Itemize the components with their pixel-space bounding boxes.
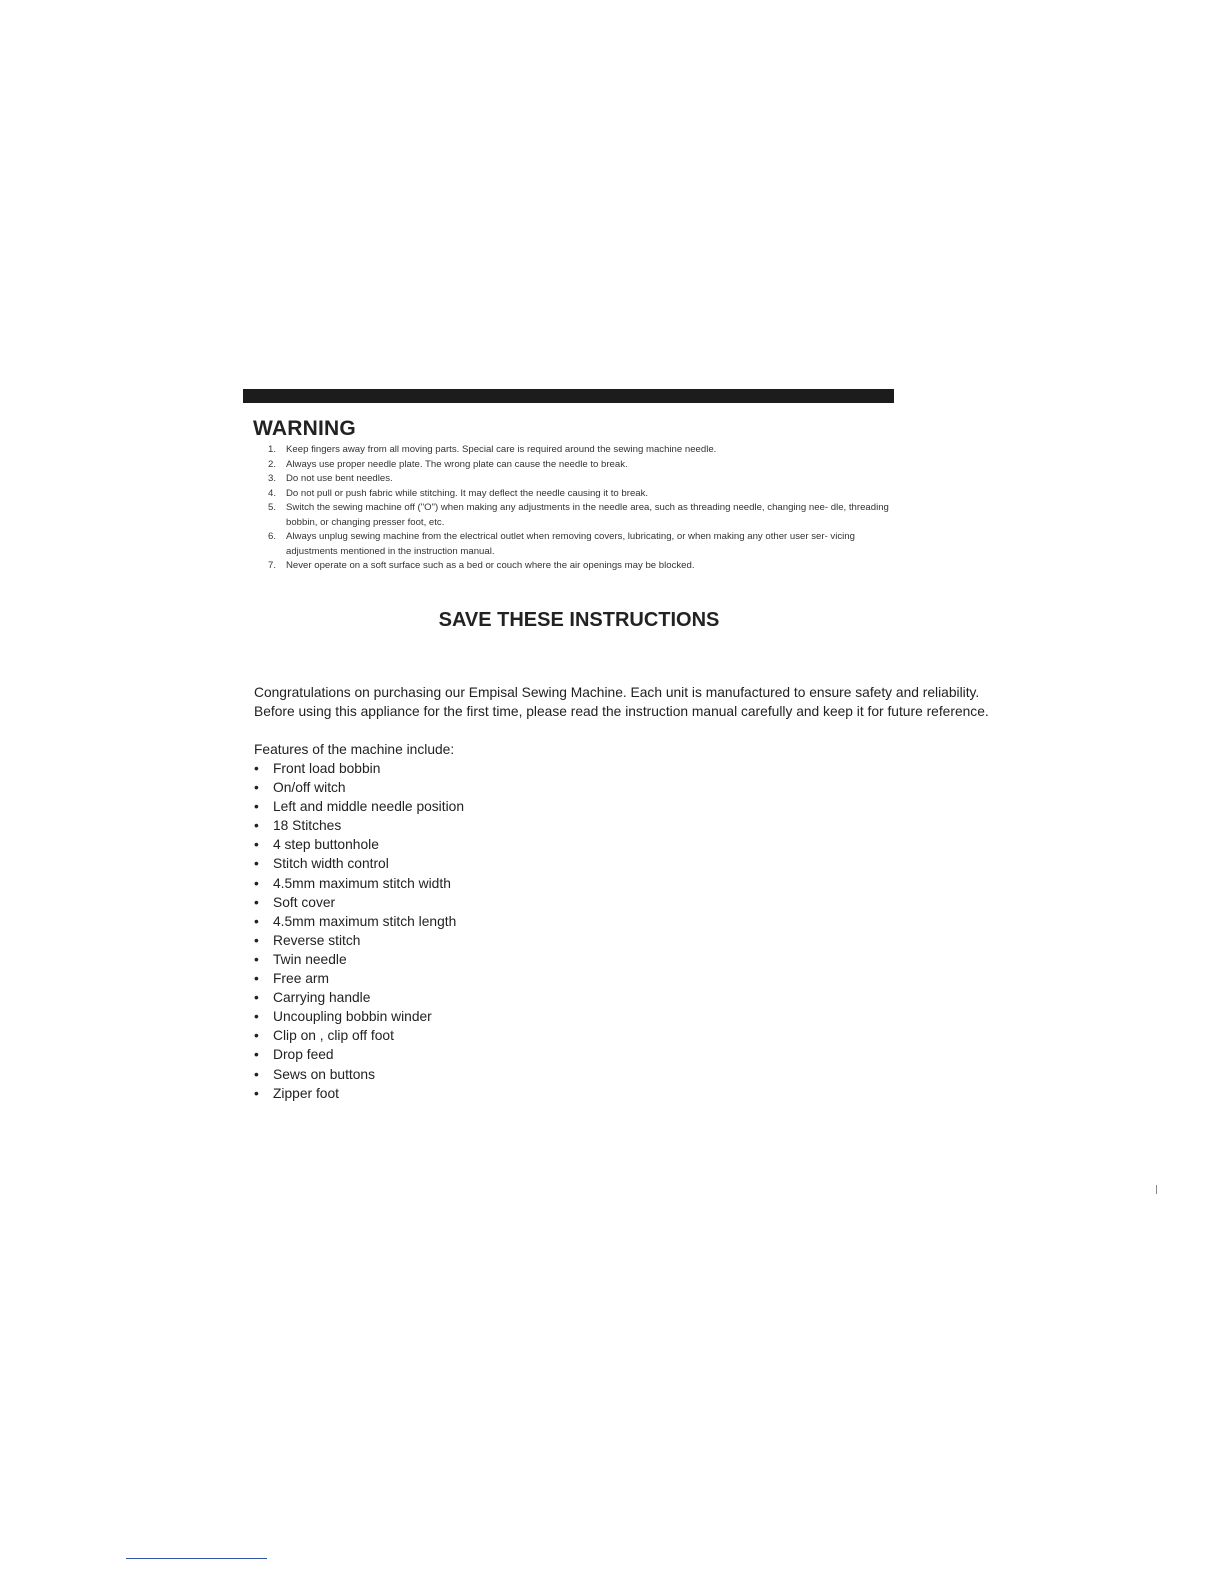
page-edge-mark bbox=[1156, 1185, 1157, 1194]
bullet-icon: • bbox=[254, 971, 259, 987]
warning-item bbox=[268, 458, 908, 473]
feature-item-text: Drop feed bbox=[273, 1047, 334, 1063]
feature-item-text: On/off witch bbox=[273, 780, 346, 796]
footnote-rule bbox=[126, 1558, 267, 1559]
warning-title: WARNING bbox=[253, 417, 356, 440]
feature-item bbox=[254, 912, 464, 931]
feature-item-text: Carrying handle bbox=[273, 990, 371, 1006]
feature-item bbox=[254, 950, 464, 969]
bullet-icon: • bbox=[254, 932, 259, 948]
warning-item-number: 7. bbox=[268, 560, 277, 571]
warning-item bbox=[268, 472, 908, 487]
feature-item-text: Reverse stitch bbox=[273, 932, 361, 948]
warning-item bbox=[268, 530, 908, 559]
feature-item bbox=[254, 893, 464, 912]
feature-item bbox=[254, 1065, 464, 1084]
bullet-icon: • bbox=[254, 1066, 259, 1082]
features-heading: Features of the machine include: bbox=[254, 742, 455, 757]
bullet-icon: • bbox=[254, 856, 259, 872]
feature-item bbox=[254, 1026, 464, 1045]
bullet-icon: • bbox=[254, 837, 259, 853]
features-list bbox=[254, 759, 464, 1103]
warning-item bbox=[268, 501, 908, 530]
feature-item bbox=[254, 931, 464, 950]
warning-item-text: Do not use bent needles. bbox=[286, 473, 393, 484]
warning-item-text: Switch the sewing machine off ("O") when making any adjustments in the needle area, such as threading needle, changing nee- dle, threading bobbin, or changing presser foot, etc. bbox=[286, 502, 889, 528]
feature-item bbox=[254, 778, 464, 797]
feature-item bbox=[254, 874, 464, 893]
bullet-icon: • bbox=[254, 951, 259, 967]
intro-line-2: Before using this appliance for the first time, please read the instruction manual carefully and keep it for future reference. bbox=[254, 704, 989, 719]
feature-item-text: Soft cover bbox=[273, 894, 336, 910]
feature-item bbox=[254, 1045, 464, 1064]
bullet-icon: • bbox=[254, 1009, 259, 1025]
feature-item bbox=[254, 988, 464, 1007]
feature-item-text: Uncoupling bobbin winder bbox=[273, 1009, 432, 1025]
feature-item-text: Sews on buttons bbox=[273, 1066, 376, 1082]
feature-item-text: 4 step buttonhole bbox=[273, 837, 379, 853]
warning-item-number: 6. bbox=[268, 531, 277, 542]
warning-item-number: 5. bbox=[268, 502, 277, 513]
feature-item-text: Clip on , clip off foot bbox=[273, 1028, 394, 1044]
feature-item-text: Front load bobbin bbox=[273, 761, 381, 776]
save-instructions-heading: SAVE THESE INSTRUCTIONS bbox=[438, 609, 720, 631]
feature-item bbox=[254, 816, 464, 835]
warning-item-text: Always use proper needle plate. The wrong plate can cause the needle to break. bbox=[286, 458, 628, 470]
warning-item-number: 2. bbox=[268, 458, 277, 470]
warning-item-text: Do not pull or push fabric while stitching. It may deflect the needle causing it to break. bbox=[286, 487, 649, 499]
feature-item-text: 4.5mm maximum stitch length bbox=[273, 913, 457, 929]
bullet-icon: • bbox=[254, 875, 259, 891]
feature-item-text: Left and middle needle position bbox=[273, 799, 464, 815]
bullet-icon: • bbox=[254, 761, 259, 776]
bullet-icon: • bbox=[254, 1047, 259, 1063]
warning-item-number: 4. bbox=[268, 487, 277, 499]
warning-item-text: Never operate on a soft surface such as a bed or couch where the air openings may be blocked. bbox=[286, 560, 695, 571]
warning-item-text: Always unplug sewing machine from the electrical outlet when removing covers, lubricating, or when making any other user ser- vicing adjustments mentioned in the instruction manual. bbox=[286, 531, 855, 557]
warning-item bbox=[268, 487, 908, 502]
feature-item bbox=[254, 1084, 464, 1103]
warning-item-number: 3. bbox=[268, 473, 277, 484]
header-rule bbox=[243, 389, 894, 403]
feature-item-text: Stitch width control bbox=[273, 856, 389, 872]
bullet-icon: • bbox=[254, 894, 259, 910]
bullet-icon: • bbox=[254, 913, 259, 929]
warning-item bbox=[268, 443, 908, 458]
feature-item bbox=[254, 835, 464, 854]
warning-item bbox=[268, 559, 908, 574]
feature-item bbox=[254, 969, 464, 988]
intro-paragraph bbox=[254, 683, 1074, 721]
feature-item bbox=[254, 797, 464, 816]
feature-item bbox=[254, 759, 464, 778]
bullet-icon: • bbox=[254, 1085, 259, 1101]
bullet-icon: • bbox=[254, 818, 259, 834]
intro-line-1: Congratulations on purchasing our Empisal Sewing Machine. Each unit is manufactured to ensure safety and reliability. bbox=[254, 685, 980, 700]
feature-item bbox=[254, 1007, 464, 1026]
feature-item bbox=[254, 854, 464, 873]
feature-item-text: 4.5mm maximum stitch width bbox=[273, 875, 451, 891]
warning-item-number: 1. bbox=[268, 444, 277, 455]
bullet-icon: • bbox=[254, 1028, 259, 1044]
warning-list bbox=[268, 443, 908, 574]
feature-item-text: 18 Stitches bbox=[273, 818, 342, 834]
warning-item-text: Keep fingers away from all moving parts. Special care is required around the sewing machine needle. bbox=[286, 444, 717, 455]
feature-item-text: Zipper foot bbox=[273, 1085, 339, 1101]
bullet-icon: • bbox=[254, 990, 259, 1006]
bullet-icon: • bbox=[254, 780, 259, 796]
feature-item-text: Twin needle bbox=[273, 951, 347, 967]
bullet-icon: • bbox=[254, 799, 259, 815]
feature-item-text: Free arm bbox=[273, 971, 329, 987]
